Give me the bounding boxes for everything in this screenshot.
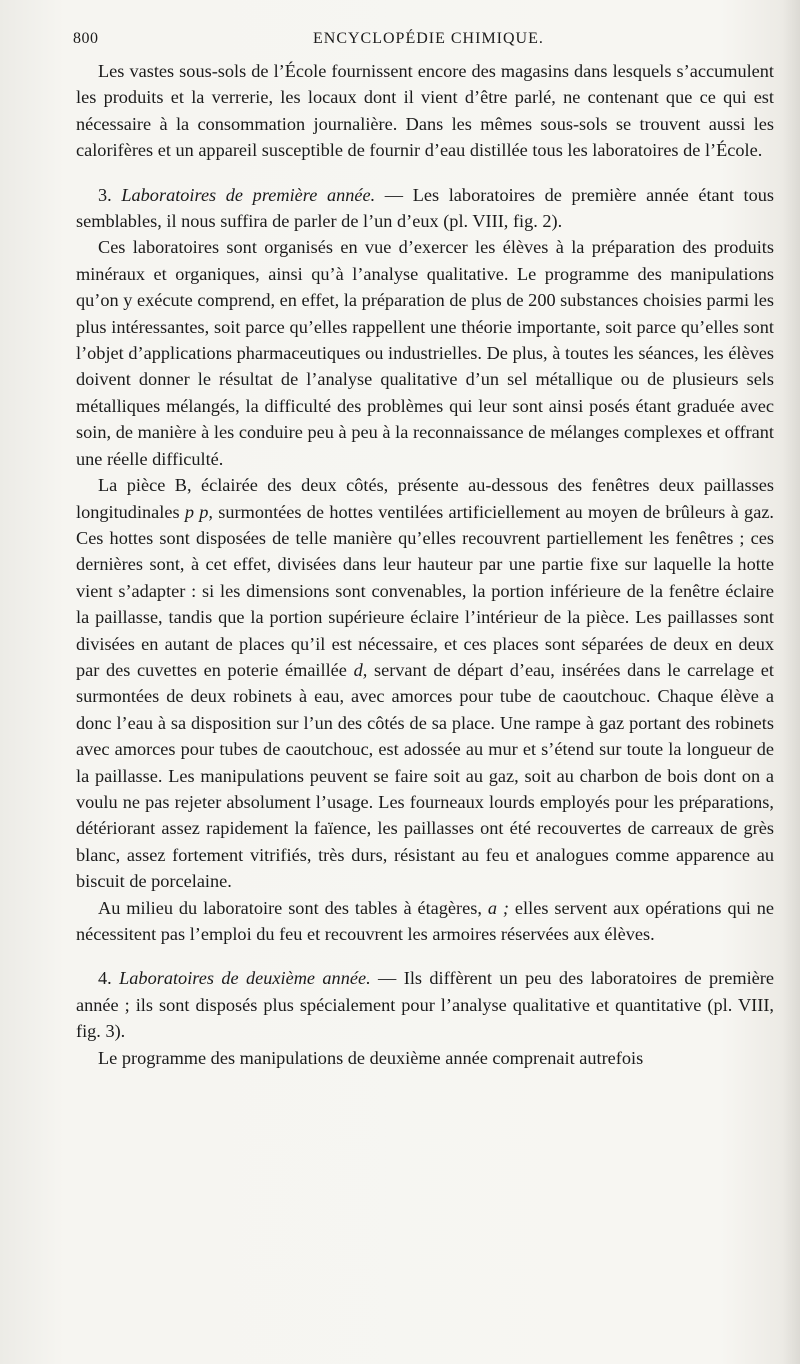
body-text <box>76 58 774 1071</box>
piece-b-text-1: La pièce B, éclairée des deux côtés, présente au-dessous des fenêtres deux paillasses longitudinales <box>76 475 774 522</box>
section-3-heading-paragraph <box>76 182 774 235</box>
section-3-number: 3. <box>98 184 112 205</box>
paragraph-piece-b <box>76 472 774 895</box>
tables-text-2: elles servent aux opérations qui ne nécessitent pas l’emploi du feu et recouvrent les armoires réservées aux élèves. <box>76 897 774 944</box>
section-4-title: Laboratoires de deuxième année. <box>119 968 371 989</box>
section-4-text: — Ils diffèrent un peu des laboratoires de première année ; ils sont disposés plus spécialement pour l’analyse qualitative et quantitative (pl. VIII, fig. 3). <box>76 968 774 1042</box>
section-4-number: 4. <box>98 968 112 989</box>
section-4-heading-paragraph <box>76 965 774 1044</box>
paragraph-organisation: Ces laboratoires sont organisés en vue d’exercer les élèves à la préparation des produits minéraux et organiques, ainsi qu’à l’analyse qualitative. Le programme des manipulations qu’on y exécute comprend, en effet, la préparation de plus de 200 substances choisies parmi les plus intéressantes, soit parce qu’elles rappellent une théorie importante, soit parce qu’elles sont l’objet d’applications pharmaceutiques ou industrielles. De plus, à toutes les séances, les élèves doivent donner le résultat de l’analyse qualitative d’un sel métallique ou de plusieurs sels métalliques mélangés, la difficulté des problèmes qui leur sont ainsi posés étant graduée avec soin, de manière à les conduire peu à peu à la reconnaissance de mélanges complexes et offrant une réelle difficulté. <box>76 237 774 469</box>
page-header <box>73 30 780 56</box>
tables-text-1: Au milieu du laboratoire sont des tables à étagères, <box>98 897 488 918</box>
page-number: 800 <box>73 30 99 47</box>
piece-b-pp-label: p p, <box>184 501 213 522</box>
paragraph-tables-etageres <box>76 895 774 948</box>
piece-b-text-3: servant de départ d’eau, insérées dans le carrelage et surmontées de deux robinets à eau, avec amorces pour tube de caoutchouc. Chaque élève a donc l’eau à sa disposition sur l’un des côtés de sa place. Une rampe à gaz portant des robinets avec amorces pour tubes de caoutchouc, est adossée au mur et s’étend sur toute la longueur de la paillasse. Les manipulations peuvent se faire soit au gaz, soit au charbon de bois dont on a voulu ne pas rejeter absolument l’usage. Les fourneaux lourds employés pour les préparations, détériorant assez rapidement la faïence, les paillasses ont été recouvertes de carreaux de grès blanc, assez fortement vitrifiés, très durs, résistant au feu et analogues comme apparence au biscuit de porcelaine. <box>76 659 774 892</box>
section-3-title: Laboratoires de première année. <box>121 184 376 205</box>
tables-a-label: a ; <box>487 897 510 918</box>
running-title: ENCYCLOPÉDIE CHIMIQUE. <box>313 30 544 47</box>
piece-b-d-label: d, <box>353 659 368 680</box>
page-edge-shadow <box>782 0 800 1364</box>
section-3-text: — Les laboratoires de première année étant tous semblables, il nous suffira de parler de l’un d’eux (pl. VIII, fig. 2). <box>76 184 774 232</box>
piece-b-text-2: surmontées de hottes ventilées artificiellement au moyen de brûleurs à gaz. Ces hottes sont disposées de telle manière qu’elles recouvrent partiellement les fenêtres ; ces dernières sont, à cet effet, divisées dans leur hauteur par une partie fixe sur laquelle la hotte vient s’adapter : si les dimensions sont convenables, la portion inférieure de la fenêtre éclaire la paillasse, tandis que la portion supérieure éclaire l’intérieur de la pièce. Les paillasses sont divisées en autant de places qu’il est nécessaire, et ces places sont séparées de deux en deux par des cuvettes en poterie émaillée <box>76 501 774 680</box>
paragraph-programme-deuxieme: Le programme des manipulations de deuxième année comprenait autrefois <box>98 1047 644 1068</box>
paragraph-sous-sols: Les vastes sous-sols de l’École fournissent encore des magasins dans lesquels s’accumulent les produits et la verrerie, les locaux dont il vient d’être parlé, ne contenant que ce qui est nécessaire à la consommation journalière. Dans les mêmes sous-sols se trouvent aussi les calorifères et un appareil susceptible de fournir d’eau distillée tous les laboratoires de l’École. <box>76 61 774 161</box>
